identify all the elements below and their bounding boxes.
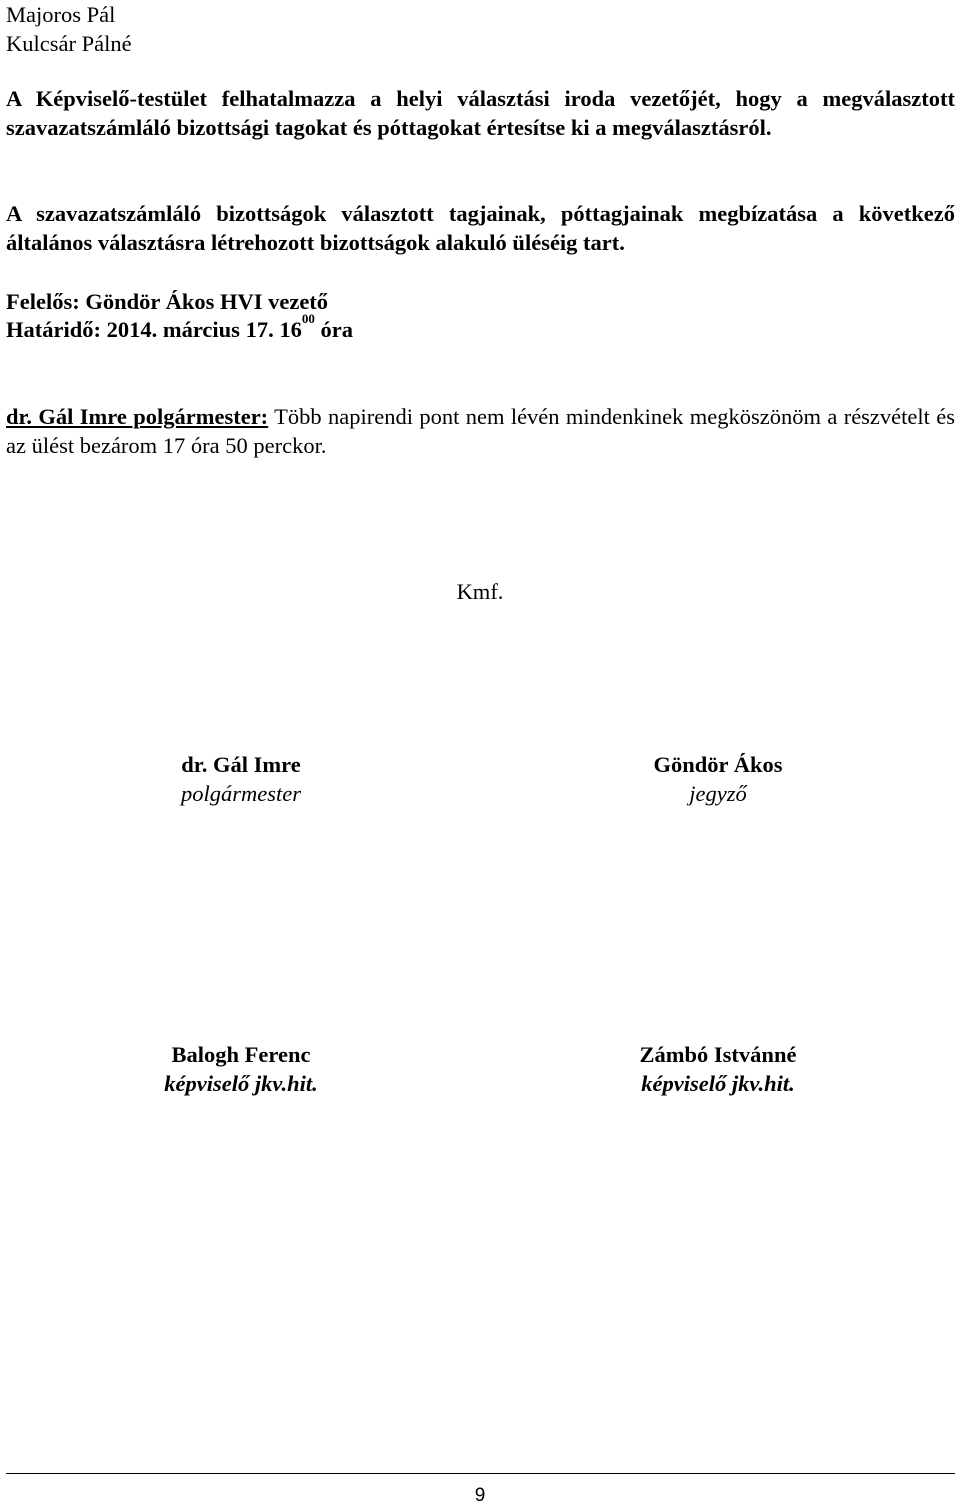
signature-name: Zámbó Istvánné: [639, 1042, 797, 1067]
deadline-line: [6, 311, 606, 344]
responsible-line: Felelős: Göndör Ákos HVI vezető: [6, 289, 329, 314]
signature-authenticator-2: [578, 1040, 858, 1098]
page-number: 9: [474, 1485, 486, 1506]
resolution-paragraph-2: A szavazatszámláló bizottságok választott tagjainak, póttagjainak megbízatása a következő általános választásra létrehozott bizottságok alakuló üléséig tart.: [6, 201, 955, 255]
signature-name: Göndör Ákos: [653, 752, 783, 777]
signature-title: képviselő jkv.hit.: [164, 1071, 318, 1096]
resolution-paragraph-1: A Képviselő-testület felhatalmazza a helyi választási iroda vezetőjét, hogy a megválasztott szavazatszámláló bizottsági tagokat és póttagokat értesítse ki a megválasztásról.: [6, 86, 955, 140]
signature-title: polgármester: [181, 781, 301, 806]
signature-name: dr. Gál Imre: [181, 752, 301, 777]
signature-title: jegyző: [689, 781, 747, 806]
signature-notary: [578, 750, 858, 808]
kmf-label: Kmf.: [456, 579, 504, 604]
deadline-text: Határidő: 2014. március 17. 16: [6, 317, 302, 342]
signature-authenticator-1: [101, 1040, 381, 1098]
name-line: Majoros Pál: [6, 2, 116, 27]
top-names: [6, 0, 406, 58]
name-line: Kulcsár Pálné: [6, 31, 132, 56]
signature-title: képviselő jkv.hit.: [641, 1071, 795, 1096]
closing-text: Több napirendi pont nem lévén mindenkinek megköszönöm a részvételt és az ülést bezárom 17 óra 50 perckor.: [6, 404, 956, 458]
deadline-superscript: 00: [301, 311, 315, 326]
closing-paragraph: [6, 402, 955, 460]
closing-speaker: dr. Gál Imre polgármester:: [6, 404, 269, 429]
footer-divider: [6, 1473, 955, 1474]
signature-mayor: [101, 750, 381, 808]
signature-name: Balogh Ferenc: [171, 1042, 311, 1067]
deadline-suffix: óra: [314, 317, 353, 342]
